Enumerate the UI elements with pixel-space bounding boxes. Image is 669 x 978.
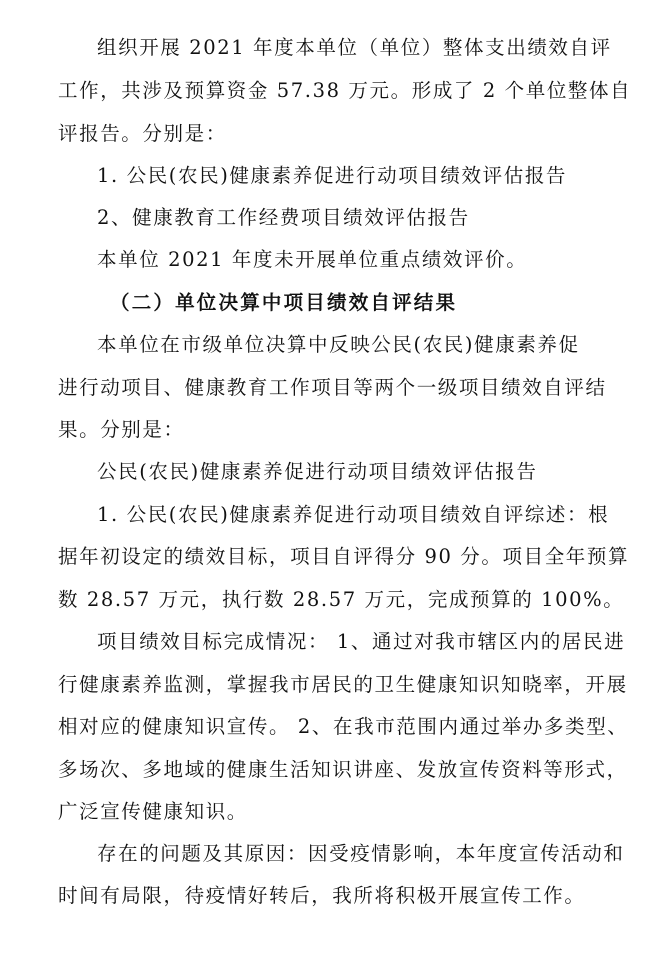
paragraph-line: 数 28.57 万元，执行数 28.57 万元，完成预算的 100%。 bbox=[58, 588, 625, 611]
paragraph-line: 项目绩效目标完成情况： 1、通过对我市辖区内的居民进 bbox=[97, 630, 626, 653]
paragraph-line: 本单位在市级单位决算中反映公民(农民)健康素养促 bbox=[97, 333, 580, 356]
subheading: 公民(农民)健康素养促进行动项目绩效评估报告 bbox=[97, 460, 538, 483]
paragraph-line: 果。分别是： bbox=[58, 418, 185, 441]
list-item: 1. 公民(农民)健康素养促进行动项目绩效评估报告 bbox=[97, 164, 568, 187]
list-item: 2、健康教育工作经费项目绩效评估报告 bbox=[97, 206, 470, 229]
paragraph-line: 本单位 2021 年度未开展单位重点绩效评价。 bbox=[97, 248, 528, 271]
paragraph-line: 多场次、多地域的健康生活知识讲座、发放宣传资料等形式， bbox=[58, 758, 628, 781]
paragraph-line: 组织开展 2021 年度本单位（单位）整体支出绩效自评 bbox=[97, 36, 612, 59]
paragraph-line: 广泛宣传健康知识。 bbox=[58, 800, 248, 823]
section-heading: （二）单位决算中项目绩效自评结果 bbox=[110, 291, 458, 314]
paragraph-line: 评报告。分别是： bbox=[58, 122, 227, 145]
paragraph-line: 相对应的健康知识宣传。 2、在我市范围内通过举办多类型、 bbox=[58, 715, 629, 738]
paragraph-line: 行健康素养监测，掌握我市居民的卫生健康知识知晓率，开展 bbox=[58, 673, 628, 696]
paragraph-line: 存在的问题及其原因：因受疫情影响，本年度宣传活动和 bbox=[97, 842, 625, 865]
paragraph-line: 进行动项目、健康教育工作项目等两个一级项目绩效自评结 bbox=[58, 376, 607, 399]
paragraph-line: 时间有局限，待疫情好转后，我所将积极开展宣传工作。 bbox=[58, 884, 586, 907]
paragraph-line: 据年初设定的绩效目标，项目自评得分 90 分。项目全年预算 bbox=[58, 545, 630, 568]
paragraph-line: 1. 公民(农民)健康素养促进行动项目绩效自评综述：根 bbox=[97, 503, 610, 526]
paragraph-line: 工作，共涉及预算资金 57.38 万元。形成了 2 个单位整体自 bbox=[58, 79, 632, 102]
